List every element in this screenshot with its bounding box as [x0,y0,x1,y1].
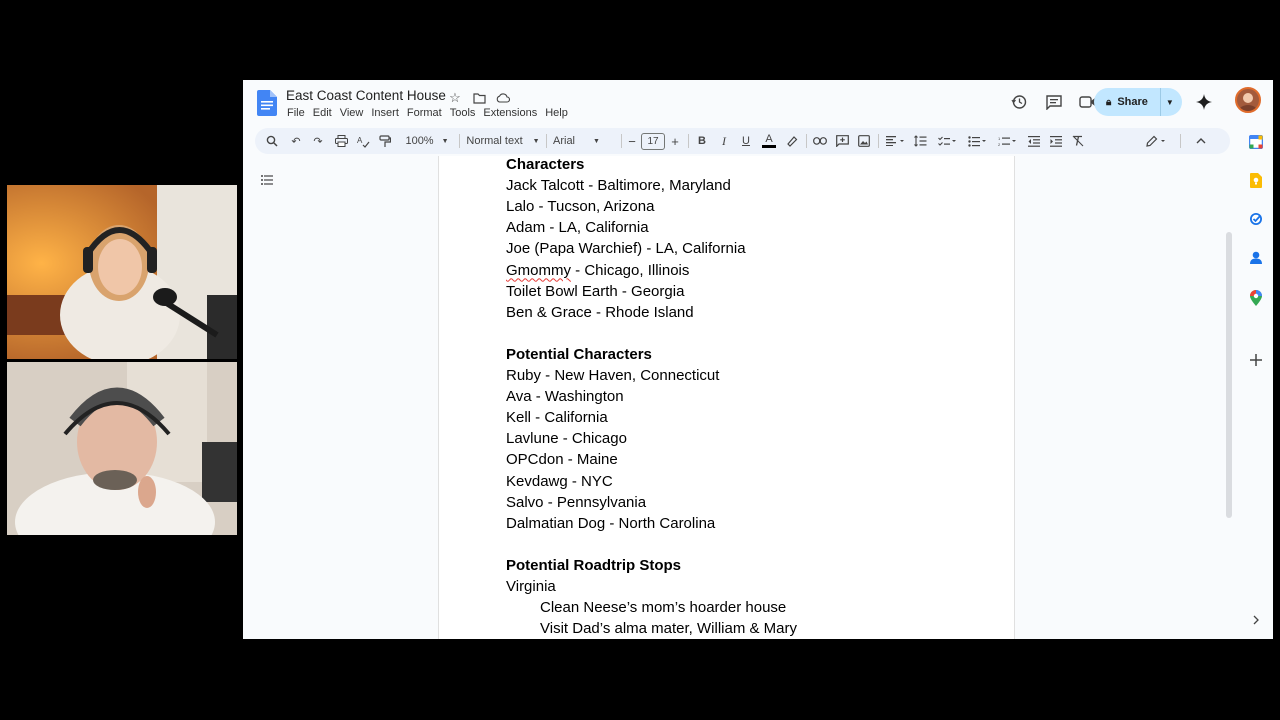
document-line[interactable]: Lalo - Tucson, Arizona [506,198,655,216]
cloud-saved-icon[interactable] [494,89,512,107]
font-select[interactable] [553,132,613,150]
italic-button[interactable]: I [722,133,726,148]
docs-window [243,80,1273,639]
lock-icon: 🔒︎ [1106,96,1112,108]
spelling-check-icon[interactable] [355,132,371,150]
document-line[interactable]: Visit Dad’s alma mater, William & Mary [540,620,798,638]
document-line[interactable]: Jack Talcott - Baltimore, Maryland [506,177,731,195]
text-color-button[interactable] [760,132,778,150]
menu-format[interactable]: Format [406,107,442,119]
maps-icon[interactable] [1248,290,1264,306]
underline-button[interactable]: U [742,135,750,147]
document-outline-icon[interactable] [259,172,275,188]
document-line[interactable]: Lavlune - Chicago [506,430,627,448]
section-heading[interactable]: Potential Roadtrip Stops [506,556,682,574]
account-avatar[interactable] [1235,87,1261,113]
menu-extensions[interactable]: Extensions [483,107,538,119]
menu-edit[interactable]: Edit [312,107,332,119]
chevron-up-icon[interactable] [1193,132,1209,150]
menu-tools[interactable]: Tools [449,107,476,119]
side-panel [1240,126,1273,639]
undo-icon[interactable]: ↶ [291,135,301,148]
section-heading[interactable]: Characters [506,156,585,173]
toolbar-divider [546,134,547,148]
bulleted-list-menu[interactable] [966,132,990,150]
paint-format-icon[interactable] [377,132,393,150]
document-line[interactable]: Ava - Washington [506,388,624,406]
share-label: Share [1117,96,1148,108]
docs-logo-icon[interactable] [257,90,277,116]
document-line[interactable]: Clean Neese’s mom’s hoarder house [540,599,787,617]
document-title[interactable]: East Coast Content House [286,88,446,103]
star-icon[interactable]: ☆ [449,90,461,105]
line-spacing-icon[interactable] [912,132,928,150]
document-line[interactable]: Kell - California [506,409,608,427]
document-line[interactable]: Adam - LA, California [506,219,649,237]
webcam-participant-2 [7,362,237,535]
insert-image-icon[interactable] [856,132,872,150]
document-line[interactable]: Salvo - Pennsylvania [506,493,647,511]
font-value: Arial [553,135,576,147]
document-line[interactable]: Kevdawg - NYC [506,472,613,490]
toolbar-divider [688,134,689,148]
gemini-icon[interactable] [1194,92,1214,112]
paragraph-style-value: Normal text [466,135,523,147]
vertical-scrollbar[interactable] [1226,232,1232,518]
font-size-input[interactable]: 17 [641,133,665,150]
chevron-right-icon[interactable] [1248,612,1264,628]
add-icon[interactable] [1248,352,1264,368]
menu-file[interactable]: File [287,107,305,119]
toolbar-divider [878,134,879,148]
svg-text:2: 2 [998,141,1001,147]
text-color-swatch [762,145,776,148]
increase-font-size-button[interactable]: + [671,133,679,149]
document-line[interactable]: Dalmatian Dog - North Carolina [506,514,716,532]
text-color-label: A [765,133,773,145]
align-menu[interactable] [884,132,908,150]
document-line[interactable]: Ruby - New Haven, Connecticut [506,367,720,384]
document-line-text: - Chicago, Illinois [571,261,690,279]
insert-link-icon[interactable] [812,132,828,150]
move-folder-icon[interactable] [470,89,488,107]
section-heading[interactable]: Potential Characters [506,345,652,363]
formatting-toolbar [255,128,1230,154]
document-line[interactable]: Toilet Bowl Earth - Georgia [506,282,685,300]
title-icons [446,89,512,107]
document-line[interactable]: Joe (Papa Warchief) - LA, California [506,240,746,258]
document-line[interactable]: Virginia [506,578,556,595]
paragraph-style-select[interactable] [465,132,541,150]
menu-view[interactable]: View [339,107,364,119]
menu-help[interactable]: Help [545,107,568,119]
toolbar-divider [621,134,622,148]
tasks-icon[interactable] [1248,211,1264,227]
numbered-list-menu[interactable] [996,132,1020,150]
chevron-down-icon[interactable]: ▼ [1165,97,1174,107]
chevron-down-icon: ▼ [441,137,449,145]
top-right-actions [973,88,1273,118]
toolbar-divider [1180,134,1181,148]
decrease-font-size-button[interactable]: − [628,133,636,149]
svg-text:1: 1 [998,135,1001,141]
webcam-participant-1 [7,185,237,359]
version-history-icon[interactable] [1009,92,1029,112]
title-bar [243,80,1273,126]
document-line[interactable]: Ben & Grace - Rhode Island [506,303,694,321]
document-page[interactable] [438,156,1015,639]
document-line[interactable] [506,262,689,279]
chevron-down-icon: ▼ [532,137,540,145]
checklist-menu[interactable] [936,132,960,150]
add-comment-icon[interactable] [834,132,850,150]
chevron-down-icon: ▼ [593,137,600,145]
search-menus-icon[interactable] [264,132,280,150]
calendar-icon[interactable] [1248,134,1264,150]
keep-icon[interactable] [1248,172,1264,188]
redo-icon[interactable]: ↷ [313,135,323,148]
increase-indent-icon[interactable] [1048,132,1064,150]
menu-bar [287,107,576,119]
bold-button[interactable]: B [698,135,706,147]
decrease-indent-icon[interactable] [1026,132,1042,150]
highlight-icon[interactable] [784,132,800,150]
toolbar-divider [459,134,460,148]
misspelled-word[interactable]: Gmommy [506,261,571,279]
svg-text:A: A [356,135,362,145]
share-button[interactable] [1094,88,1182,116]
menu-insert[interactable]: Insert [371,107,399,119]
document-line[interactable]: OPCdon - Maine [506,451,618,469]
editing-mode-menu[interactable] [1144,132,1170,150]
clear-formatting-icon[interactable] [1070,132,1086,150]
toolbar-divider [806,134,807,148]
comments-icon[interactable] [1044,92,1064,112]
print-icon[interactable] [333,132,349,150]
share-divider [1160,88,1161,116]
zoom-select[interactable] [403,132,451,150]
zoom-value: 100% [405,135,434,147]
contacts-icon[interactable] [1248,250,1264,266]
